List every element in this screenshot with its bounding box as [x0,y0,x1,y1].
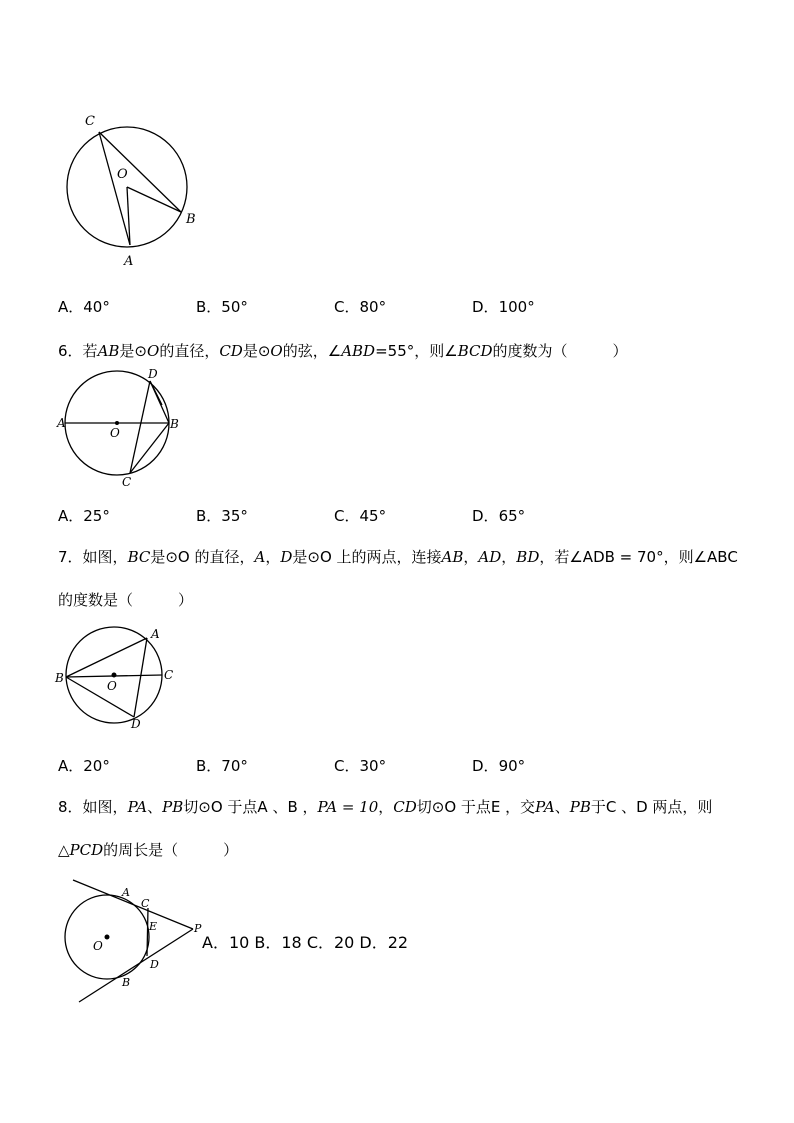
q8-label-p: P [194,922,202,935]
q7-label-a: A [151,627,160,641]
q7-label-o: O [107,679,117,693]
q7-option-b[interactable]: B．70° [196,757,248,775]
q6-label-d: D [148,367,158,381]
q8-tangent-pa [73,880,193,929]
q5-label-c: C [85,114,95,129]
q6-label-c: C [122,475,132,489]
q6-option-c[interactable]: C．45° [334,507,387,525]
q7-option-a[interactable]: A．20° [58,757,110,775]
q6-label-b: B [170,417,179,431]
q7-circle-figure [50,620,190,735]
q6-option-d[interactable]: D．65° [472,507,526,525]
q5-option-a[interactable]: A．40° [58,298,110,316]
q8-label-e: E [149,920,158,933]
q8-center-dot [105,935,110,940]
q6-label-a: A [57,416,66,430]
q7-stem-line1: 7．如图，BC是⊙O 的直径，A，D是⊙O 上的两点，连接AB，AD，BD，若∠ADB = 70°，则∠ABC [58,548,738,566]
q7-option-c[interactable]: C．30° [334,757,387,775]
q5-option-b[interactable]: B．50° [196,298,248,316]
q5-option-d[interactable]: D．100° [472,298,535,316]
q8-label-b: B [122,976,131,989]
q6-center-dot [115,421,119,425]
q7-chord-ad [134,638,147,717]
q7-label-d: D [131,717,141,731]
q5-radius-ob [127,187,181,212]
q6-option-a[interactable]: A．25° [58,507,110,525]
q8-stem-line1: 8．如图，PA、PB切⊙O 于点A 、B ，PA = 10，CD切⊙O 于点E ，交PA、PB于C 、D 两点，则 [58,798,713,816]
q5-label-o: O [117,167,128,182]
q6-label-o: O [110,426,120,440]
q5-chord-ca [99,132,130,245]
q7-stem-line2: 的度数是（ ） [58,591,194,609]
q8-label-d: D [150,958,159,971]
q7-label-b: B [55,671,64,685]
q8-label-c: C [141,897,150,910]
q8-label-o: O [93,939,103,953]
q8-options[interactable]: A．10 B．18 C．20 D．22 [202,933,409,952]
q6-stem: 6．若AB是⊙O的直径，CD是⊙O的弦，∠ABD=55°，则∠BCD的度数为（ ） [58,342,628,360]
q5-label-a: A [124,254,134,269]
q8-tangent-figure [55,872,215,1012]
q5-label-b: B [186,212,196,227]
q5-option-c[interactable]: C．80° [334,298,387,316]
q7-label-c: C [164,668,174,682]
q8-label-a: A [122,886,130,899]
q7-option-d[interactable]: D．90° [472,757,526,775]
q6-circle-figure [52,365,192,493]
q6-option-b[interactable]: B．35° [196,507,248,525]
q8-stem-line2: △PCD的周长是（ ） [58,841,239,859]
q5-circle-figure [55,105,215,275]
q7-center-dot [112,673,117,678]
q7-chord-bd [66,677,134,717]
